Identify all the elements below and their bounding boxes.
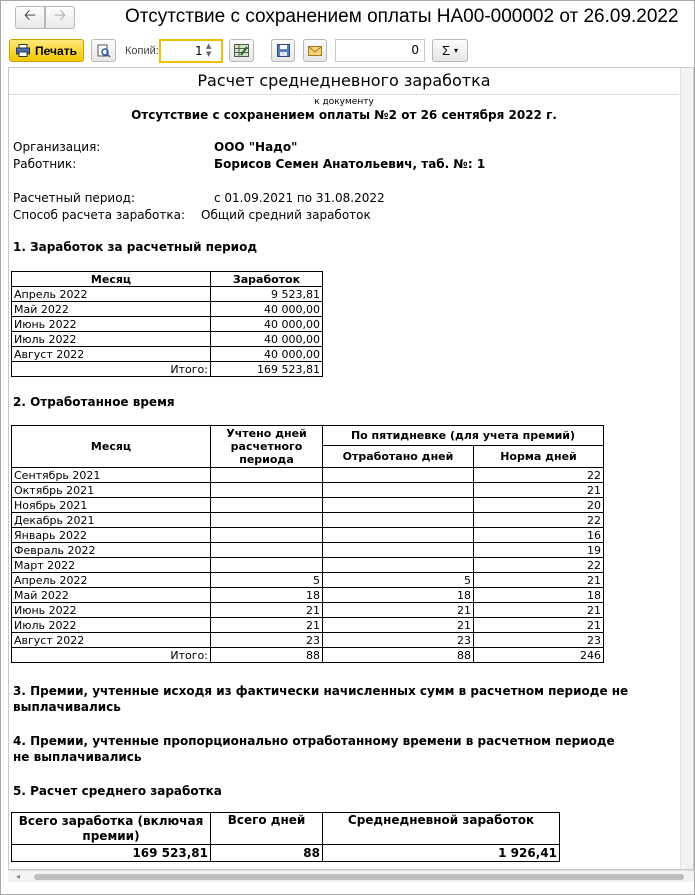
table-row (12, 603, 604, 618)
col-month: Месяц (12, 426, 211, 468)
section-2-heading: 2. Отработанное время (13, 395, 175, 409)
col-earnings: Заработок (211, 272, 323, 287)
col-total-earnings: Всего заработка (включая премии) (12, 813, 211, 845)
earnings-cell: 40 000,00 (211, 332, 323, 347)
days-counted-cell (211, 543, 323, 558)
table-row (12, 468, 604, 483)
worked-days-cell: 21 (323, 618, 474, 633)
col-worked-days: Отработано дней (323, 446, 474, 468)
table-row (12, 498, 604, 513)
month-cell: Июль 2022 (12, 618, 211, 633)
employee-label: Работник: (13, 157, 77, 171)
table-row (12, 332, 323, 347)
table-row (12, 302, 323, 317)
method-label: Способ расчета заработка: (13, 208, 186, 222)
month-cell: Май 2022 (12, 302, 211, 317)
average-daily-value: 1 926,41 (323, 845, 560, 862)
table-row (12, 287, 323, 302)
table-row (12, 347, 323, 362)
month-cell: Июль 2022 (12, 332, 211, 347)
section-1-heading: 1. Заработок за расчетный период (13, 240, 258, 254)
spreadsheet-document[interactable] (8, 67, 694, 870)
envelope-icon (308, 46, 322, 56)
preview-button[interactable] (91, 39, 116, 62)
norm-days-cell: 23 (474, 633, 604, 648)
sum-field[interactable]: 0 (335, 39, 425, 62)
table-row (12, 317, 323, 332)
days-counted-cell (211, 468, 323, 483)
days-counted-cell (211, 558, 323, 573)
scroll-thumb[interactable] (34, 874, 684, 880)
norm-days-cell: 20 (474, 498, 604, 513)
total-days-value: 88 (211, 845, 323, 862)
total-row (12, 362, 323, 377)
earnings-cell: 9 523,81 (211, 287, 323, 302)
horizontal-scrollbar[interactable] (8, 870, 694, 882)
window-title: Отсутствие с сохранением оплаты НА00-000002 от 26.09.2022 (125, 6, 679, 27)
month-cell: Декабрь 2021 (12, 513, 211, 528)
worked-days-cell (323, 558, 474, 573)
norm-days-cell: 21 (474, 603, 604, 618)
table-row (12, 543, 604, 558)
copies-label: Копий: (125, 45, 159, 57)
month-cell: Январь 2022 (12, 528, 211, 543)
print-label: Печать (35, 43, 77, 58)
total-earnings-value: 169 523,81 (12, 845, 211, 862)
worked-days-cell (323, 543, 474, 558)
back-button[interactable] (15, 6, 45, 29)
edit-table-icon (234, 44, 249, 57)
forward-button[interactable] (45, 6, 75, 29)
worked-days-cell: 23 (323, 633, 474, 648)
days-counted-cell (211, 513, 323, 528)
days-counted-cell: 5 (211, 573, 323, 588)
month-cell: Апрель 2022 (12, 287, 211, 302)
period-label: Расчетный период: (13, 191, 135, 205)
total-label: Итого: (12, 362, 211, 377)
section-3-heading: 3. Премии, учтенные исходя из фактически начисленных сумм в расчетном периоде не (13, 684, 629, 698)
magnifier-icon (97, 44, 111, 58)
month-cell: Март 2022 (12, 558, 211, 573)
source-document-name: Отсутствие с сохранением оплаты №2 от 26 сентября 2022 г. (131, 108, 557, 122)
arrow-right-icon: 🡢 (53, 6, 67, 24)
copies-stepper[interactable]: ▲ ▼ (206, 42, 212, 58)
earnings-cell: 40 000,00 (211, 347, 323, 362)
toolbar (1, 35, 694, 65)
col-norm-days: Норма дней (474, 446, 604, 468)
month-cell: Ноябрь 2021 (12, 498, 211, 513)
table-row (12, 588, 604, 603)
worked-days-cell: 21 (323, 603, 474, 618)
month-cell: Апрель 2022 (12, 573, 211, 588)
month-cell: Июнь 2022 (12, 603, 211, 618)
table-row (12, 513, 604, 528)
section-4-heading: 4. Премии, учтенные пропорционально отработанному времени в расчетном периоде (13, 734, 615, 748)
table-row (12, 558, 604, 573)
norm-days-cell: 16 (474, 528, 604, 543)
month-cell: Август 2022 (12, 347, 211, 362)
total-label: Итого: (12, 648, 211, 663)
total-norm-days: 246 (474, 648, 604, 663)
col-month: Месяц (12, 272, 211, 287)
month-cell: Май 2022 (12, 588, 211, 603)
copies-input[interactable]: 1 (159, 39, 223, 63)
norm-days-cell: 21 (474, 483, 604, 498)
days-counted-cell: 18 (211, 588, 323, 603)
norm-days-cell: 21 (474, 618, 604, 633)
floppy-icon (277, 44, 290, 57)
employee-value: Борисов Семен Анатольевич, таб. №: 1 (214, 157, 486, 171)
organization-value: ООО "Надо" (214, 140, 298, 154)
days-counted-cell: 23 (211, 633, 323, 648)
table-row (12, 528, 604, 543)
col-days-counted: Учтено дней расчетного периода (211, 426, 323, 468)
earnings-table (11, 271, 323, 377)
section-3-heading-cont: выплачивались (13, 700, 121, 714)
days-counted-cell (211, 528, 323, 543)
print-button[interactable] (9, 39, 84, 62)
days-counted-cell (211, 483, 323, 498)
col-total-days: Всего дней (211, 813, 323, 845)
save-button[interactable] (271, 39, 295, 62)
total-row (12, 648, 604, 663)
table-row (12, 573, 604, 588)
email-button[interactable] (303, 39, 327, 62)
section-4-heading-cont: не выплачивались (13, 750, 142, 764)
sum-mode-dropdown[interactable] (432, 39, 468, 62)
table-row (12, 633, 604, 648)
scroll-left-icon: ◂ (16, 872, 21, 881)
total-value: 169 523,81 (211, 362, 323, 377)
total-days-counted: 88 (211, 648, 323, 663)
norm-days-cell: 19 (474, 543, 604, 558)
col-average-daily: Среднедневной заработок (323, 813, 560, 845)
norm-days-cell: 22 (474, 513, 604, 528)
days-counted-cell: 21 (211, 618, 323, 633)
method-value: Общий средний заработок (201, 208, 371, 222)
norm-days-cell: 22 (474, 468, 604, 483)
edit-mode-button[interactable] (229, 39, 254, 62)
sigma-icon: Σ (441, 43, 451, 58)
month-cell: Октябрь 2021 (12, 483, 211, 498)
table-row (12, 618, 604, 633)
col-group-five-day: По пятидневке (для учета премий) (323, 426, 604, 446)
norm-days-cell: 21 (474, 573, 604, 588)
worked-days-cell: 5 (323, 573, 474, 588)
table-row (12, 483, 604, 498)
month-cell: Сентябрь 2021 (12, 468, 211, 483)
report-subtitle: к документу (314, 97, 374, 107)
total-worked-days: 88 (323, 648, 474, 663)
worked-days-cell (323, 498, 474, 513)
period-value: с 01.09.2021 по 31.08.2022 (214, 191, 385, 205)
month-cell: Август 2022 (12, 633, 211, 648)
norm-days-cell: 22 (474, 558, 604, 573)
worktime-table (11, 425, 604, 663)
month-cell: Февраль 2022 (12, 543, 211, 558)
month-cell: Июнь 2022 (12, 317, 211, 332)
worked-days-cell (323, 513, 474, 528)
earnings-cell: 40 000,00 (211, 317, 323, 332)
organization-label: Организация: (13, 140, 101, 154)
worked-days-cell: 18 (323, 588, 474, 603)
earnings-cell: 40 000,00 (211, 302, 323, 317)
average-earnings-table (11, 812, 560, 862)
section-5-heading: 5. Расчет среднего заработка (13, 784, 222, 798)
norm-days-cell: 18 (474, 588, 604, 603)
chevron-down-icon: ▾ (454, 46, 459, 55)
arrow-left-icon: 🡠 (23, 6, 37, 24)
vertical-scrollbar[interactable] (680, 68, 693, 869)
days-counted-cell: 21 (211, 603, 323, 618)
days-counted-cell (211, 498, 323, 513)
printer-icon (16, 44, 30, 57)
report-title: Расчет среднедневного заработка (9, 72, 679, 95)
worked-days-cell (323, 468, 474, 483)
worked-days-cell (323, 483, 474, 498)
title-bar (1, 1, 694, 35)
worked-days-cell (323, 528, 474, 543)
